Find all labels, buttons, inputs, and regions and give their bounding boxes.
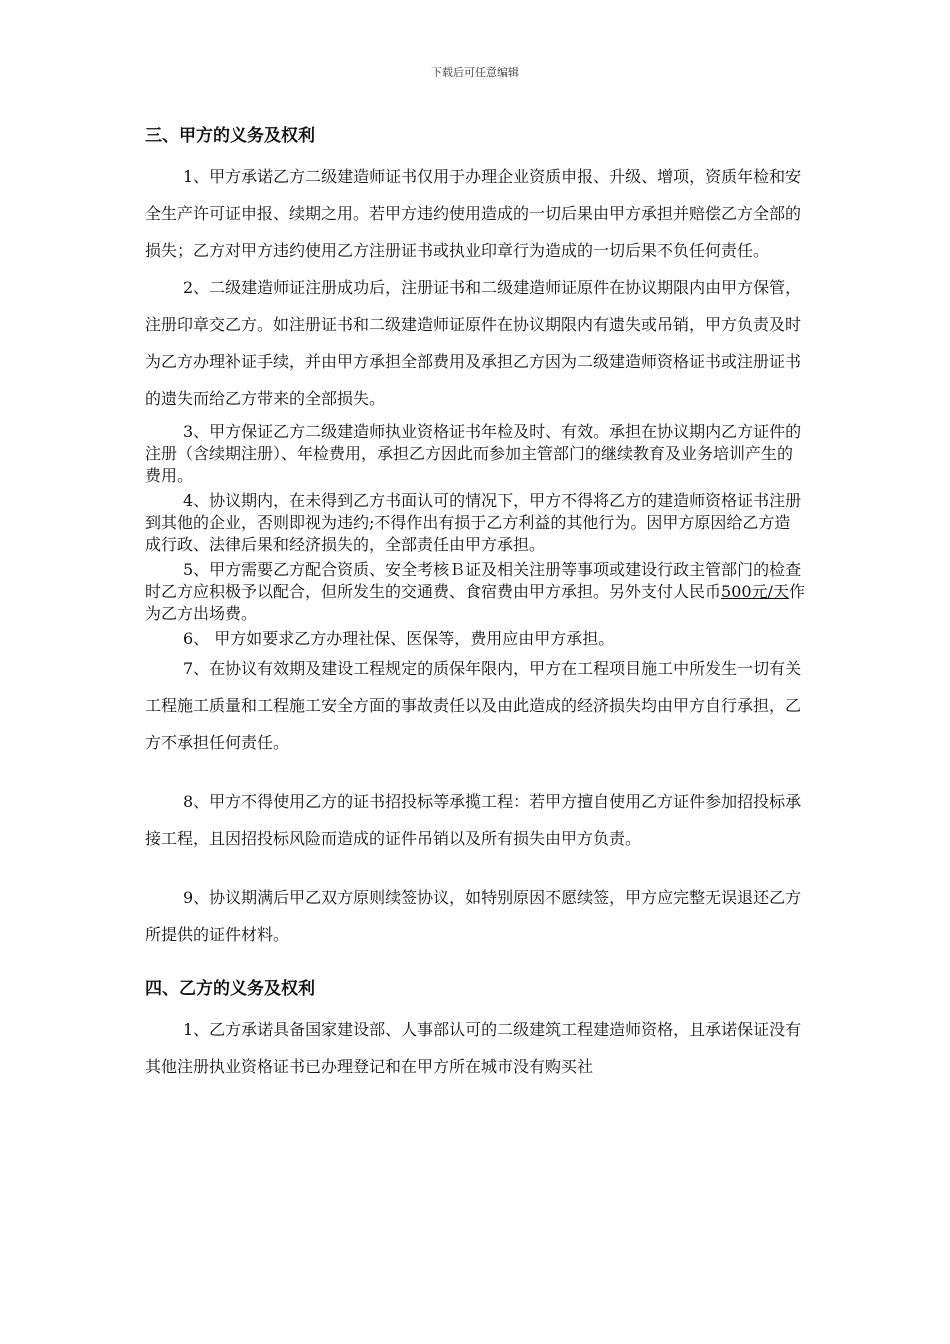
document-body — [145, 118, 805, 1085]
page-header: 下载后可任意编辑 — [431, 66, 519, 79]
section-3-heading: 三、甲方的义务及权利 — [145, 126, 315, 146]
section-4-heading: 四、乙方的义务及权利 — [145, 979, 315, 999]
clause-3-9: 9、协议期满后甲乙双方原则续签协议，如特别原因不愿续签，甲方应完整无误退还乙方所提供的证件材料。 — [145, 888, 802, 944]
clause-3-5-text: 5、甲方需要乙方配合资质、安全考核Ｂ证及相关注册等事项或建设行政主管部门的检查时乙方应积极予以配合，但所发生的交通费、食宿费由甲方承担。另外支付人民币 — [145, 560, 802, 601]
clause-3-6: 6、 甲方如要求乙方办理社保、医保等，费用应由甲方承担。 — [183, 629, 615, 648]
clause-3-2: 2、二级建造师证注册成功后，注册证书和二级建造师证原件在协议期限内由甲方保管，注册印章交乙方。如注册证书和二级建造师证原件在协议期限内有遗失或吊销，甲方负责及时为乙方办理补证手续，并由甲方承担全部费用及承担乙方因为二级建造师资格证书或注册证书的遗失而给乙方带来的全部损失。 — [145, 278, 802, 408]
daily-fee-amount: 500元/天 — [721, 582, 789, 601]
clause-3-7: 7、在协议有效期及建设工程规定的质保年限内，甲方在工程项目施工中所发生一切有关工程施工质量和工程施工安全方面的事故责任以及由此造成的经济损失均由甲方自行承担，乙方不承担任何责任。 — [145, 659, 802, 752]
clause-3-5 — [145, 559, 805, 625]
clause-4-1: 1、乙方承诺具备国家建设部、人事部认可的二级建筑工程建造师资格，且承诺保证没有其他注册执业资格证书已办理登记和在甲方所在城市没有购买社 — [145, 1020, 802, 1076]
clause-3-1: 1、甲方承诺乙方二级建造师证书仅用于办理企业资质申报、升级、增项，资质年检和安全生产许可证申报、续期之用。若甲方违约使用造成的一切后果由甲方承担并赔偿乙方全部的损失；乙方对甲方违约使用乙方注册证书或执业印章行为造成的一切后果不负任何责任。 — [145, 167, 802, 260]
clause-3-4: 4、协议期内，在未得到乙方书面认可的情况下，甲方不得将乙方的建造师资格证书注册到其他的企业，否则即视为违约;不得作出有损于乙方利益的其他行为。因甲方原因给乙方造成行政、法律后果和经济损失的，全部责任由甲方承担。 — [145, 491, 802, 554]
clause-3-8: 8、甲方不得使用乙方的证书招投标等承揽工程：若甲方擅自使用乙方证件参加招投标承接工程，且因招投标风险而造成的证件吊销以及所有损失由甲方负责。 — [145, 792, 802, 848]
clause-3-3: 3、甲方保证乙方二级建造师执业资格证书年检及时、有效。承担在协议期内乙方证件的注册（含续期注册）、年检费用，承担乙方因此而参加主管部门的继续教育及业务培训产生的费用。 — [145, 422, 802, 485]
clause-3-5-tail: 作为乙方出场费。 — [145, 582, 805, 623]
